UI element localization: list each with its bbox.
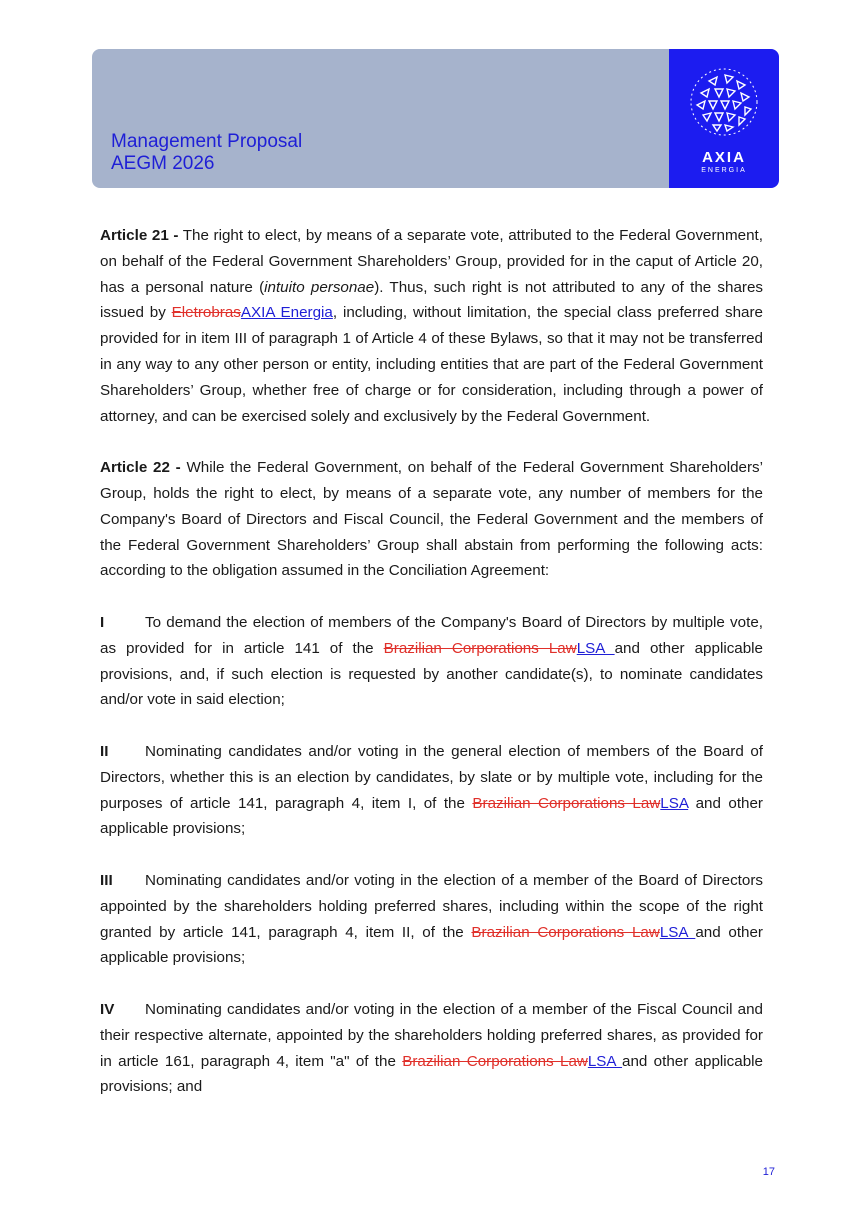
- item-number: I: [100, 613, 105, 631]
- deleted-text: Brazilian Corporations Law: [402, 1052, 588, 1070]
- item-number: III: [100, 871, 113, 889]
- logo-wordmark: AXIA: [702, 149, 746, 166]
- company-logo: [669, 49, 779, 188]
- inserted-text: LSA: [587, 1052, 623, 1070]
- logo-subtitle: ENERGIA: [701, 167, 747, 174]
- item-text: Nominating candidates and/or voting in the election of a member of the Board of Directors appointed by the shareholders holding preferred shares, including within the scope of the right granted by article 141, paragraph 4, item II, of the: [100, 871, 763, 941]
- item-text: Nominating candidates and/or voting in the general election of members of the Board of Directors, whether this is an election by candidates, by slate or by multiple vote, including for the purposes of article 141, paragraph 4, item I, of the: [100, 742, 763, 812]
- item-number: IV: [100, 1000, 115, 1018]
- item-number: II: [100, 742, 109, 760]
- item-text-2: and other applicable provisions; and: [100, 1052, 763, 1096]
- item-text-2: and other applicable provisions, and, if such election is requested by another candidate(s), to nominate candidates and/or vote in said election;: [100, 639, 763, 709]
- title-line-1: Management Proposal: [111, 131, 303, 152]
- item-text: Nominating candidates and/or voting in the election of a member of the Fiscal Council and their respective alternate, appointed by the shareholders holding preferred shares, as provided for in article 161, paragraph 4, item "a" of the: [100, 1000, 763, 1070]
- deleted-text: Brazilian Corporations Law: [472, 794, 661, 812]
- article-21-text-3: , including, without limitation, the special class preferred share provided for in item III of paragraph 1 of Article 4 of these Bylaws, so that it may not be transferred in any way to any other person or entity, including entities that are part of the Federal Government Shareholders’ Group, whether free of charge or for consideration, including through a power of attorney, and can be exercised solely and exclusively by the Federal Government.: [100, 304, 763, 425]
- globe-icon: [689, 67, 759, 137]
- item-text: To demand the election of members of the Company's Board of Directors by multiple vote, as provided for in article 141 of the: [100, 613, 763, 657]
- inserted-text: LSA: [576, 639, 615, 657]
- item-i: [100, 610, 763, 713]
- article-21-text: The right to elect, by means of a separate vote, attributed to the Federal Government, on behalf of the Federal Government Shareholders’ Group, provided for in the caput of Article 20, has a personal nature (: [100, 227, 763, 296]
- article-22-text: While the Federal Government, on behalf of the Federal Government Shareholders’ Group, holds the right to elect, by means of a separate vote, any number of members for the Company's Board of Directors and Fiscal Council, the Federal Government and the members of the Federal Government Shareholders’ Group shall abstain from performing the following acts: according to the obligation assumed in the Conciliation Agreement:: [100, 459, 763, 580]
- deleted-text: Brazilian Corporations Law: [383, 639, 577, 657]
- article-21: [100, 223, 763, 429]
- article-22: [100, 455, 763, 584]
- article-21-italic: intuito personae: [264, 278, 375, 296]
- item-iii: [100, 868, 763, 971]
- article-21-label: Article 21 -: [100, 227, 179, 244]
- title-line-2: AEGM 2026: [111, 153, 215, 174]
- deleted-text: Brazilian Corporations Law: [471, 923, 660, 941]
- item-ii: [100, 739, 763, 842]
- inserted-text: LSA: [660, 794, 689, 812]
- document-body: [100, 223, 763, 1126]
- article-21-text-2: ). Thus, such right is not attributed to any of the shares issued by: [100, 278, 764, 322]
- deleted-text: Eletrobras: [171, 304, 241, 322]
- inserted-text: AXIA Energia: [240, 304, 333, 322]
- inserted-text: LSA: [659, 923, 696, 941]
- item-text-2: and other applicable provisions;: [100, 923, 763, 967]
- article-22-label: Article 22 -: [100, 459, 181, 477]
- page-number: 17: [762, 1166, 775, 1178]
- document-title: [111, 131, 302, 175]
- item-text-2: and other applicable provisions;: [100, 794, 763, 838]
- item-iv: [100, 997, 763, 1100]
